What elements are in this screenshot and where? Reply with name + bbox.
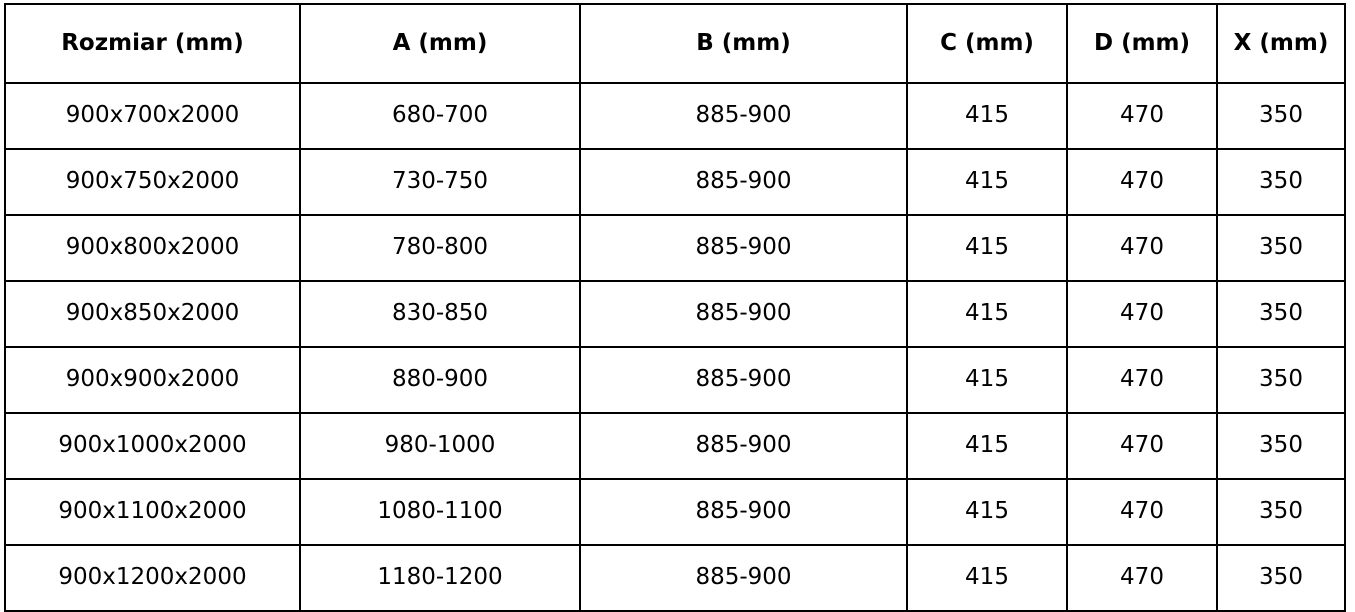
table-row [5,83,1345,149]
cell-rozmiar: 900x850x2000 [5,281,300,347]
cell-a: 980-1000 [300,413,580,479]
cell-a: 780-800 [300,215,580,281]
cell-c: 415 [907,281,1067,347]
cell-x: 350 [1217,479,1345,545]
cell-rozmiar: 900x1200x2000 [5,545,300,611]
cell-a: 880-900 [300,347,580,413]
cell-d: 470 [1067,149,1217,215]
column-header-d: D (mm) [1067,4,1217,83]
table-header [5,4,1345,83]
cell-x: 350 [1217,281,1345,347]
cell-b: 885-900 [580,83,907,149]
cell-a: 730-750 [300,149,580,215]
cell-d: 470 [1067,281,1217,347]
cell-b: 885-900 [580,545,907,611]
cell-a: 1180-1200 [300,545,580,611]
cell-b: 885-900 [580,215,907,281]
cell-d: 470 [1067,347,1217,413]
cell-rozmiar: 900x800x2000 [5,215,300,281]
column-header-rozmiar: Rozmiar (mm) [5,4,300,83]
column-header-x: X (mm) [1217,4,1345,83]
cell-c: 415 [907,347,1067,413]
cell-d: 470 [1067,215,1217,281]
dimensions-table [4,3,1346,612]
table-row [5,479,1345,545]
cell-b: 885-900 [580,149,907,215]
cell-x: 350 [1217,149,1345,215]
cell-rozmiar: 900x900x2000 [5,347,300,413]
cell-b: 885-900 [580,413,907,479]
cell-a: 680-700 [300,83,580,149]
table-row [5,215,1345,281]
spec-table-container [0,3,1355,596]
cell-rozmiar: 900x1100x2000 [5,479,300,545]
column-header-a: A (mm) [300,4,580,83]
table-row [5,281,1345,347]
cell-x: 350 [1217,545,1345,611]
cell-b: 885-900 [580,479,907,545]
cell-c: 415 [907,545,1067,611]
cell-c: 415 [907,215,1067,281]
table-row [5,149,1345,215]
column-header-c: C (mm) [907,4,1067,83]
cell-rozmiar: 900x750x2000 [5,149,300,215]
cell-rozmiar: 900x700x2000 [5,83,300,149]
cell-d: 470 [1067,545,1217,611]
table-row [5,413,1345,479]
cell-x: 350 [1217,83,1345,149]
table-header-row [5,4,1345,83]
cell-c: 415 [907,413,1067,479]
table-row [5,347,1345,413]
cell-a: 830-850 [300,281,580,347]
cell-a: 1080-1100 [300,479,580,545]
cell-c: 415 [907,83,1067,149]
cell-x: 350 [1217,413,1345,479]
cell-d: 470 [1067,479,1217,545]
table-body [5,83,1345,611]
cell-b: 885-900 [580,281,907,347]
cell-d: 470 [1067,413,1217,479]
table-row [5,545,1345,611]
cell-rozmiar: 900x1000x2000 [5,413,300,479]
cell-c: 415 [907,149,1067,215]
cell-d: 470 [1067,83,1217,149]
cell-x: 350 [1217,215,1345,281]
cell-b: 885-900 [580,347,907,413]
cell-c: 415 [907,479,1067,545]
cell-x: 350 [1217,347,1345,413]
column-header-b: B (mm) [580,4,907,83]
